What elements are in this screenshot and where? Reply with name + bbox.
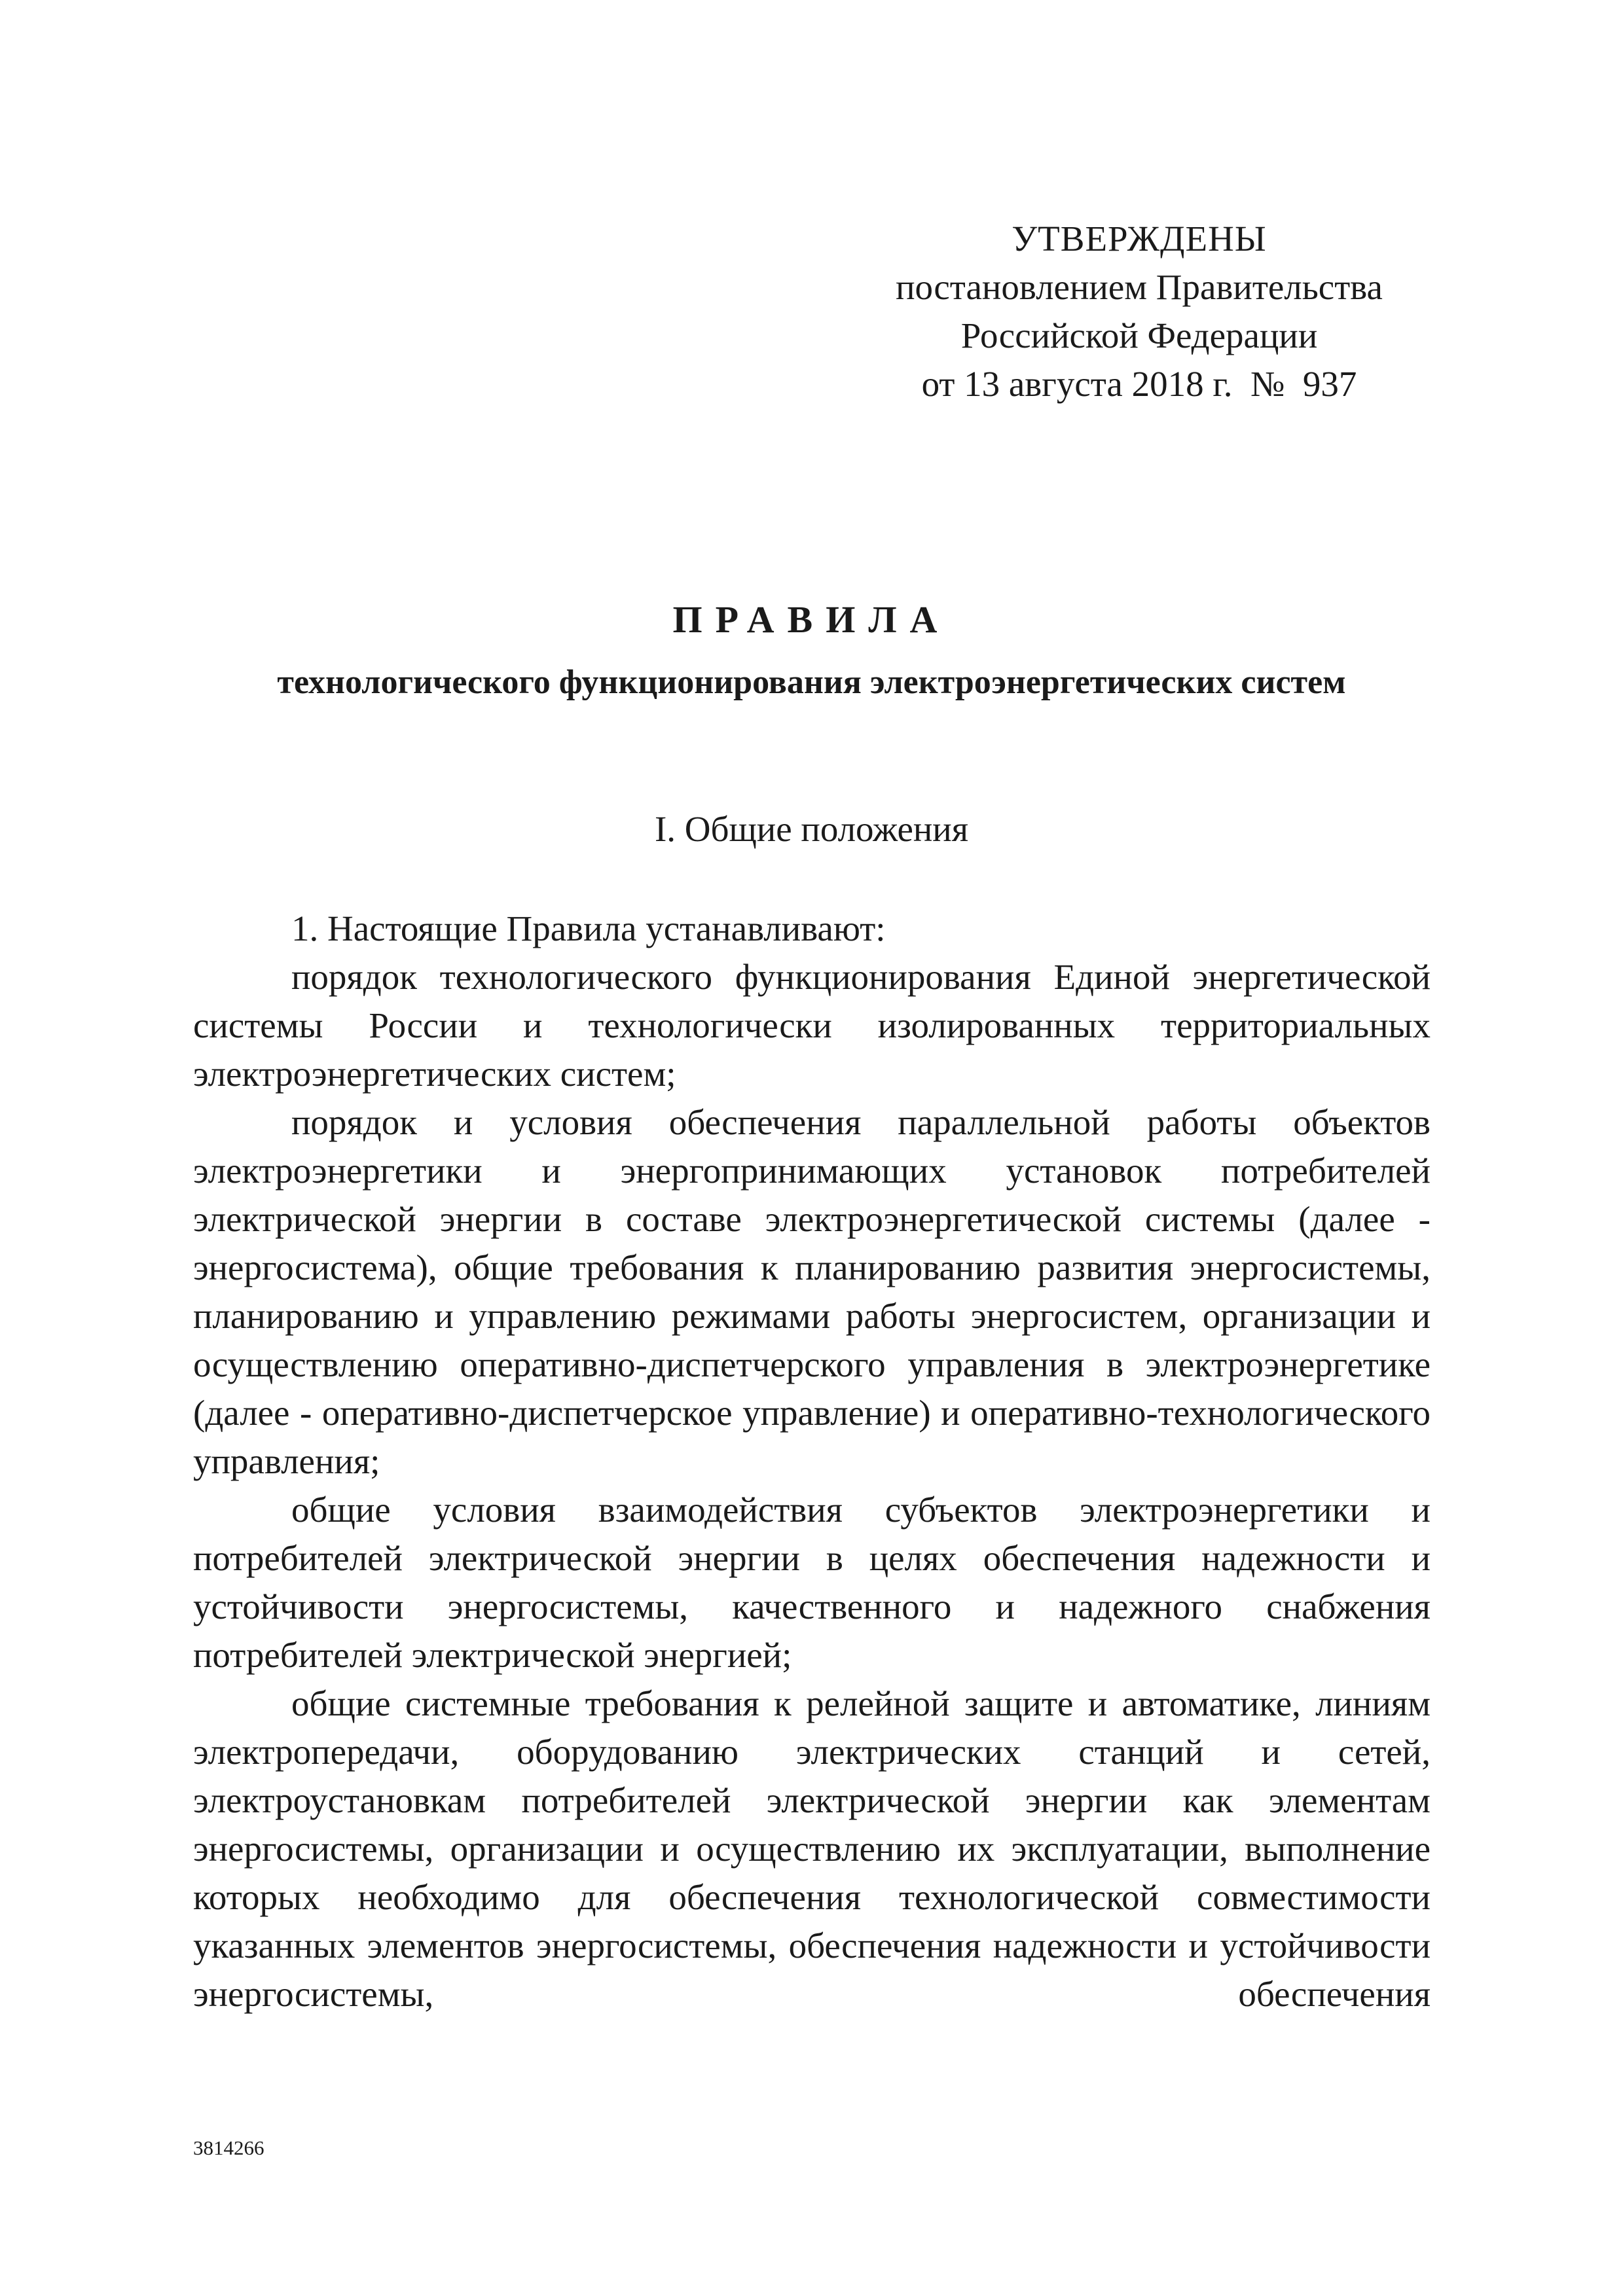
approval-line-2: Российской Федерации (960, 315, 1318, 355)
document-title: ПРАВИЛА (672, 598, 951, 641)
paragraph-2: порядок технологического функционирования Единой энергетической системы России и технологически изолированных территориальных электроэнергетических систем; (193, 957, 1431, 1094)
approval-block (845, 215, 1434, 408)
document-code: 3814266 (193, 2136, 264, 2159)
body-text (193, 905, 1431, 2018)
document-subtitle: технологического функционирования электроэнергетических систем (277, 664, 1346, 701)
approval-title: УТВЕРЖДЕНЫ (1012, 219, 1267, 259)
paragraph-3: порядок и условия обеспечения параллельной работы объектов электроэнергетики и энергопринимающих установок потребителей электрической энергии в составе электроэнергетической системы (далее - энергосистема), общие требования к планированию развития энергосистемы, планированию и управлению режимами работы энергосистем, организации и осуществлению оперативно-диспетчерского управления в электроэнергетике (далее - оперативно-диспетчерское управление) и оперативно-технологического управления; (193, 1102, 1431, 1481)
approval-line-1: постановлением Правительства (896, 267, 1383, 307)
section-heading: I. Общие положения (654, 809, 969, 849)
paragraph-4: общие условия взаимодействия субъектов электроэнергетики и потребителей электрической энергии в целях обеспечения надежности и устойчивости энергосистемы, качественного и надежного снабжения потребителей электрической энергией; (193, 1490, 1431, 1675)
paragraph-5: общие системные требования к релейной защите и автоматике, линиям электропередачи, оборудованию электрических станций и сетей, электроустановкам потребителей электрической энергии как элементам энергосистемы, организации и осуществлению их эксплуатации, выполнение которых необходимо для обеспечения технологической совместимости указанных элементов энергосистемы, обеспечения надежности и устойчивости энергосистемы, обеспечения (193, 1683, 1431, 2014)
approval-line-3: от 13 августа 2018 г. № 937 (921, 364, 1357, 404)
paragraph-1: 1. Настоящие Правила устанавливают: (291, 908, 886, 948)
